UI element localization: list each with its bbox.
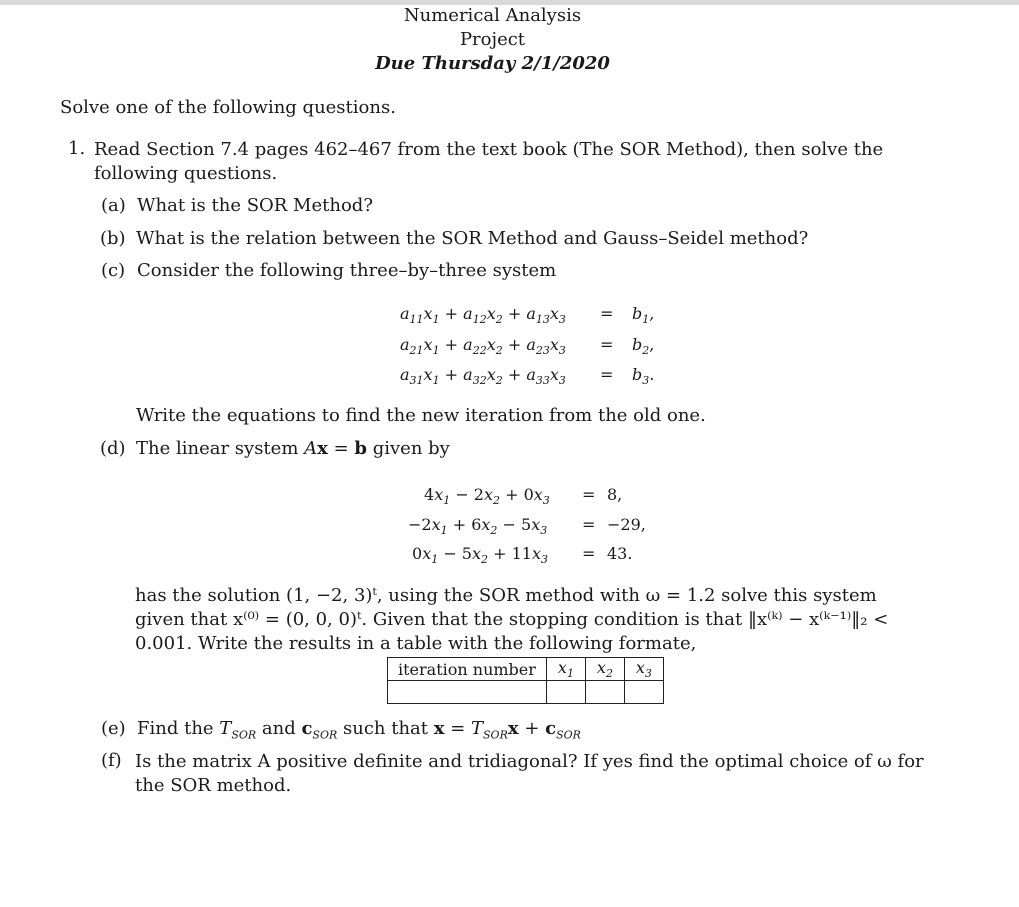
system-d-rhs-1: 8, (607, 485, 623, 504)
part-d-para-line-1: has the solution (1, −2, 3)ᵗ, using the SOR method with ω = 1.2 solve this system given that (135, 585, 877, 630)
part-b-text: What is the relation between the SOR Method and Gauss–Seidel method? (136, 228, 809, 249)
system-d-rhs-2: −29, (607, 515, 646, 534)
header-iteration: iteration number (388, 658, 547, 681)
part-d-para-line-3: results in a table with the following formate, (288, 633, 697, 654)
results-table (387, 657, 664, 704)
part-c (101, 260, 556, 281)
project-title: Project (459, 29, 526, 50)
part-c-followup: Write the equations to find the new iteration from the old one. (136, 405, 706, 426)
system-c-rhs-3: $b_3$. (632, 365, 655, 388)
course-title: Numerical Analysis (403, 5, 582, 26)
part-d-suffix: given by (372, 438, 450, 459)
intro-text: Solve one of the following questions. (60, 97, 396, 118)
table-cell (546, 681, 585, 704)
question-number: 1. (68, 138, 86, 159)
document-header (0, 4, 1019, 76)
header-x1: $x_1$ (546, 658, 585, 681)
table-cell (388, 681, 547, 704)
question-1-text: Read Section 7.4 pages 462–467 from the text book (The SOR Method), then solve the following questions. (94, 139, 884, 184)
part-f-text: Is the matrix A positive definite and tridiagonal? If yes find the optimal choice of ω for the SOR method. (135, 751, 924, 796)
system-d-row-1: $4x_1 - 2x_2 + 0x_3$ (424, 485, 550, 508)
part-b (100, 228, 808, 249)
part-c-text: Consider the following three–by–three system (137, 260, 557, 281)
table-header-row (388, 658, 664, 681)
system-d-eq-3: = (582, 544, 596, 563)
part-d-para-line-2: x⁽⁰⁾ = (0, 0, 0)ᵗ. Given that the stopping condition is that ‖x⁽ᵏ⁾ − x⁽ᵏ⁻¹⁾‖₂ < 0.001. Write the (135, 609, 889, 654)
system-c-row-3: $a_{31}x_1 + a_{32}x_2 + a_{33}x_3$ (400, 365, 566, 388)
system-d-rhs-3: 43. (607, 544, 633, 563)
system-c-rhs-2: $b_2$, (632, 335, 655, 358)
part-d-label: (d) (100, 438, 126, 459)
part-f-label: (f) (101, 750, 122, 771)
system-c-row-2: $a_{21}x_1 + a_{22}x_2 + a_{23}x_3$ (400, 335, 566, 358)
part-c-label: (c) (101, 260, 126, 281)
system-c-eq-1: = (600, 304, 614, 323)
part-a-text: What is the SOR Method? (137, 195, 373, 216)
part-e-text: Find the (137, 718, 214, 739)
system-d-eq-2: = (582, 515, 596, 534)
system-d-row-2: $-2x_1 + 6x_2 - 5x_3$ (408, 515, 548, 538)
part-d-prefix: The linear system (136, 438, 299, 459)
system-d-row-3: $0x_1 - 5x_2 + 11x_3$ (412, 544, 548, 567)
part-b-label: (b) (100, 228, 126, 249)
due-date: Due Thursday 2/1/2020 (375, 53, 610, 74)
part-a (101, 195, 373, 216)
table-cell (624, 681, 663, 704)
part-d-paragraph (135, 584, 928, 656)
system-c-eq-3: = (600, 365, 614, 384)
table-cell (585, 681, 624, 704)
system-c-rhs-1: $b_1$, (632, 304, 655, 327)
system-c-eq-2: = (600, 335, 614, 354)
header-x3: $x_3$ (624, 658, 663, 681)
part-a-label: (a) (101, 195, 126, 216)
part-d: (d) The linear system Ax = b given by (100, 438, 450, 459)
system-c-row-1: $a_{11}x_1 + a_{12}x_2 + a_{13}x_3$ (400, 304, 566, 327)
part-e-label: (e) (101, 718, 126, 739)
table-row (388, 681, 664, 704)
system-d-eq-1: = (582, 485, 596, 504)
header-x2: $x_2$ (585, 658, 624, 681)
part-e: (e) Find the $T_{SOR}$ and $c_{SOR}$ such that $x = T_{SOR}x + c_{SOR}$ (101, 718, 581, 742)
